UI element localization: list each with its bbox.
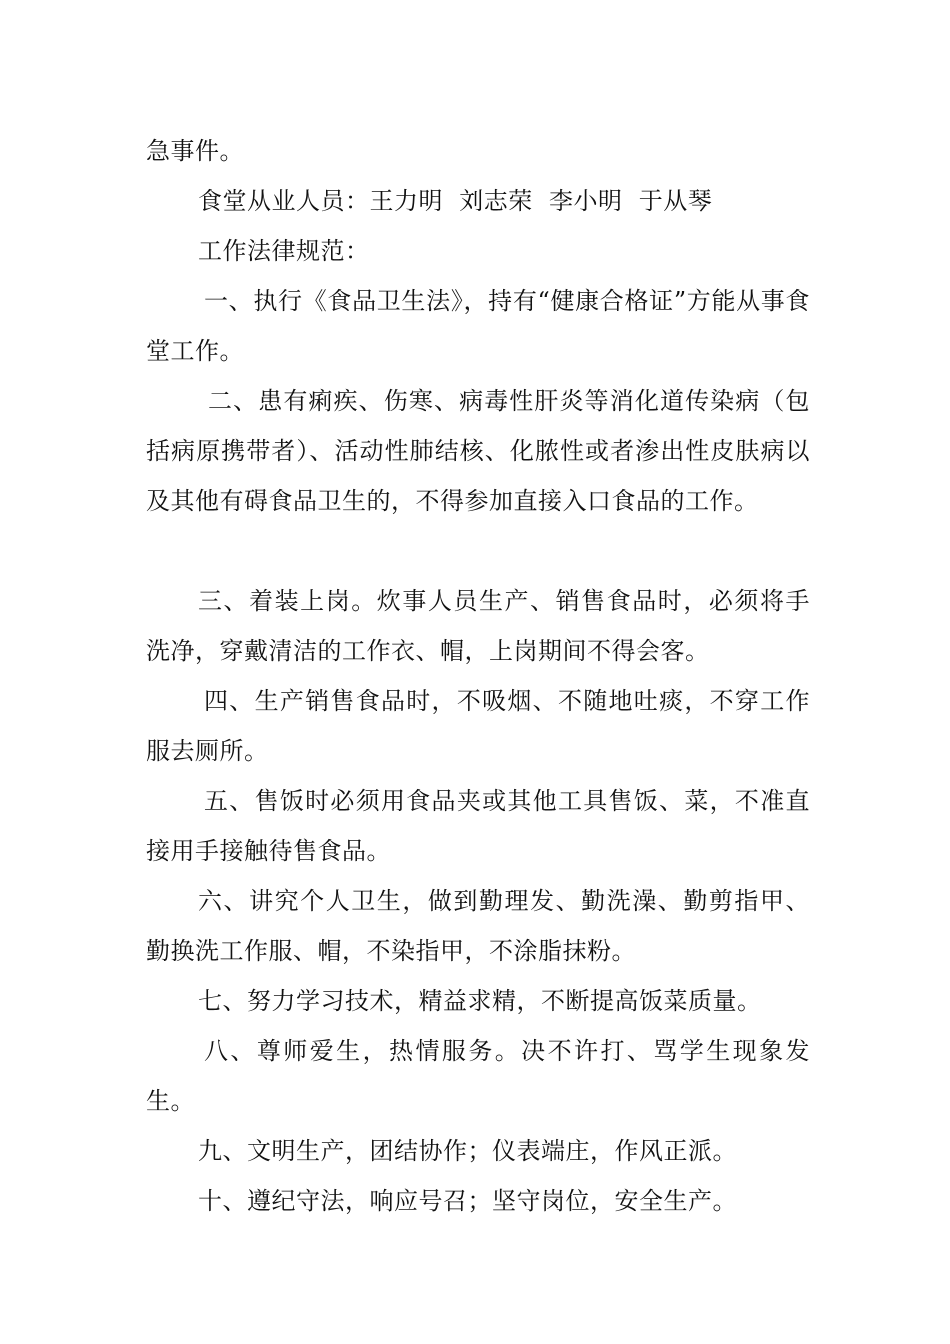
paragraph-staff-list: 食堂从业人员：王力明 刘志荣 李小明 于从琴 [198, 187, 713, 215]
paragraph-rule-1: 一、执行《食品卫生法》，持有“健康合格证”方能从事食堂工作。 [146, 287, 810, 365]
paragraph-rule-6: 六、讲究个人卫生，做到勤理发、勤洗澡、勤剪指甲、勤换洗工作服、帽，不染指甲，不涂脂抹粉。 [146, 887, 810, 965]
paragraph-rules-heading: 工作法律规范： [198, 237, 370, 265]
paragraph-rule-4: 四、生产销售食品时，不吸烟、不随地吐痰，不穿工作服去厕所。 [146, 687, 810, 765]
paragraph-rule-5: 五、售饭时必须用食品夹或其他工具售饭、菜，不准直接用手接触待售食品。 [146, 787, 810, 865]
paragraph-rule-9: 九、文明生产，团结协作；仪表端庄，作风正派。 [198, 1137, 737, 1165]
paragraph-rule-10: 十、遵纪守法，响应号召；坚守岗位，安全生产。 [198, 1187, 737, 1215]
paragraph-rule-2: 二、患有痢疾、伤寒、病毒性肝炎等消化道传染病（包括病原携带者）、活动性肺结核、化脓性或者渗出性皮肤病以及其他有碍食品卫生的，不得参加直接入口食品的工作。 [146, 387, 810, 515]
paragraph-rule-8: 八、尊师爱生，热情服务。决不许打、骂学生现象发生。 [146, 1037, 810, 1115]
paragraph-rule-7: 七、努力学习技术，精益求精，不断提高饭菜质量。 [198, 987, 762, 1015]
paragraph-rule-3: 三、着装上岗。炊事人员生产、销售食品时，必须将手洗净，穿戴清洁的工作衣、帽，上岗期间不得会客。 [146, 587, 810, 665]
paragraph-continuation: 急事件。 [146, 137, 244, 165]
